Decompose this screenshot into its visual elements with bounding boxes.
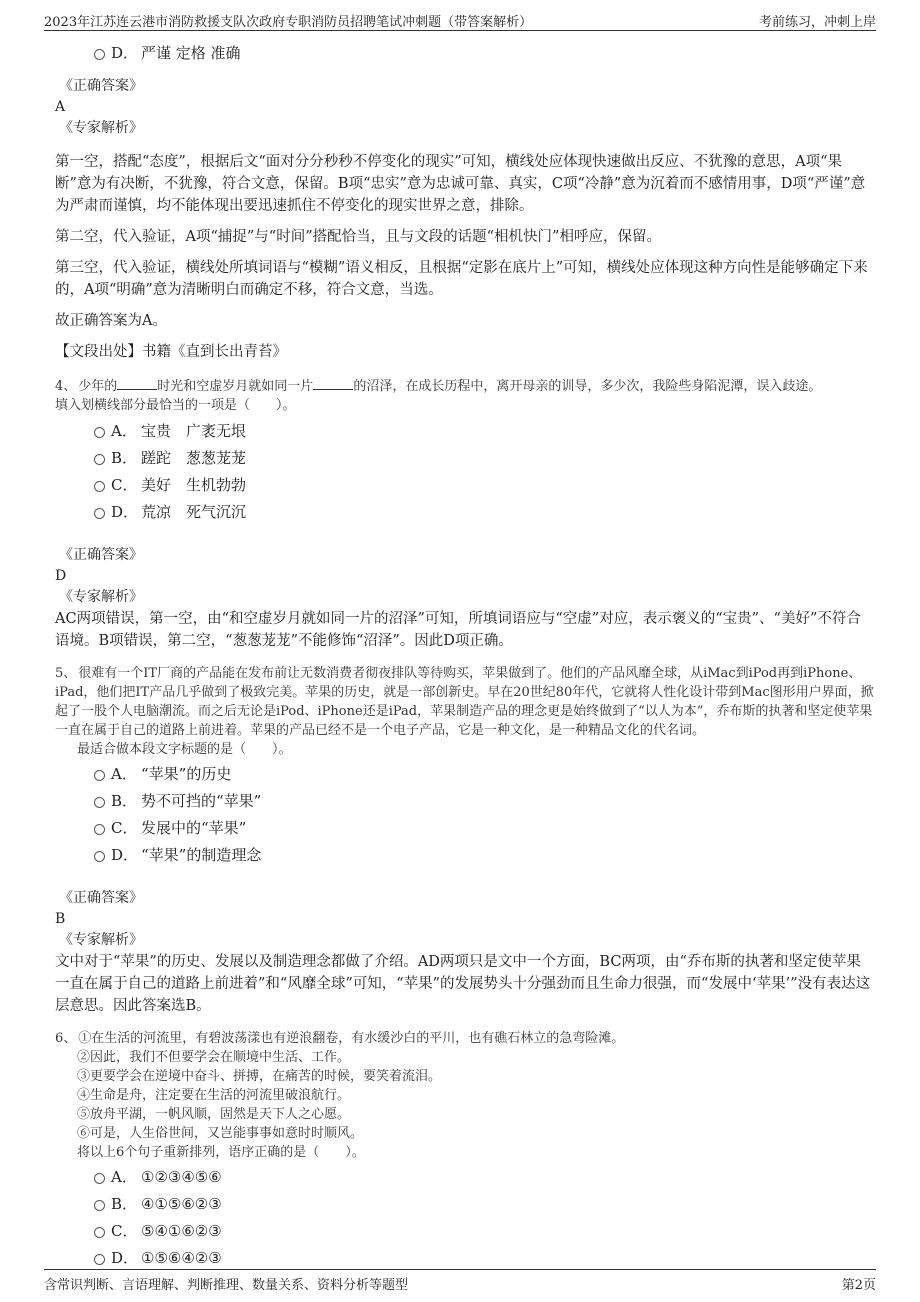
sentence-line: ②因此，我们不但要学会在顺境中生活、工作。 bbox=[77, 1050, 351, 1065]
header-slogan: 考前练习，冲刺上岸 bbox=[758, 15, 876, 30]
q5-option-b[interactable]: B． 势不可挡的“苹果” bbox=[55, 788, 875, 815]
sentence-line: ③更要学会在逆境中奋斗、拼搏，在痛苦的时候，要笑着流泪。 bbox=[77, 1069, 442, 1084]
radio-icon[interactable] bbox=[94, 49, 105, 60]
radio-icon[interactable] bbox=[94, 427, 105, 438]
question-4-prompt: 填入划横线部分最恰当的一项是（ ）。 bbox=[55, 398, 296, 413]
radio-icon[interactable] bbox=[94, 508, 105, 519]
fill-blank bbox=[117, 377, 157, 390]
radio-icon[interactable] bbox=[94, 1173, 105, 1184]
q6-option-a[interactable]: A． ①②③④⑤⑥ bbox=[55, 1164, 875, 1191]
q6-option-b[interactable]: B． ④①⑤⑥②③ bbox=[55, 1191, 875, 1218]
sentence-line: ⑤放舟平湖，一帆风顺，固然是天下人之心愿。 bbox=[77, 1107, 351, 1122]
question-5-prompt: 最适合做本段文字标题的是（ ）。 bbox=[77, 742, 292, 757]
question-6-prompt: 将以上6个句子重新排列，语序正确的是（ ）。 bbox=[77, 1145, 365, 1160]
header-title: 2023年江苏连云港市消防救援支队次政府专职消防员招聘笔试冲刺题（带答案解析） bbox=[44, 15, 533, 30]
radio-icon[interactable] bbox=[94, 454, 105, 465]
page-number: 第2页 bbox=[841, 1278, 876, 1293]
question-4-stem: 4、 少年的 时光和空虚岁月就如同一片 的沼泽，在成长历程中，离开母亲的训导，多少次，我险些身陷泥潭，误入歧途。 bbox=[55, 379, 822, 394]
analysis-label: 《专家解析》 bbox=[59, 932, 143, 948]
analysis-paragraph: AC两项错误，第一空，由“和空虚岁月就如同一片的沼泽”可知，所填词语应与“空虚”对应，表示褒义的“宝贵”、“美好”不符合语境。B项错误，第二空，“葱葱茏茏”不能修饰“沼泽”。因此D项正确。 bbox=[55, 611, 861, 649]
radio-icon[interactable] bbox=[94, 481, 105, 492]
analysis-label: 《专家解析》 bbox=[59, 120, 143, 136]
q4-option-d[interactable]: D． 荒凉 死气沉沉 bbox=[55, 499, 875, 526]
footer-topics: 含常识判断、言语理解、判断推理、数量关系、资料分析等题型 bbox=[44, 1278, 409, 1293]
radio-icon[interactable] bbox=[94, 770, 105, 781]
q5-option-c[interactable]: C． 发展中的“苹果” bbox=[55, 815, 875, 842]
answer-value: B bbox=[55, 911, 66, 927]
answer-value: A bbox=[55, 99, 66, 115]
answer-label: 《正确答案》 bbox=[59, 547, 143, 563]
answer-label: 《正确答案》 bbox=[59, 78, 143, 94]
answer-value: D bbox=[55, 568, 67, 584]
q6-option-c[interactable]: C． ⑤④①⑥②③ bbox=[55, 1218, 875, 1245]
q3-option-d[interactable]: D． 严谨 定格 准确 bbox=[55, 40, 875, 67]
page-header bbox=[44, 8, 876, 31]
radio-icon[interactable] bbox=[94, 1254, 105, 1265]
radio-icon[interactable] bbox=[94, 824, 105, 835]
analysis-paragraph: 第一空，搭配“态度”，根据后文“面对分分秒秒不停变化的现实”可知，横线处应体现快速做出反应、不犹豫的意思，A项“果断”意为有决断，不犹豫，符合文意，保留。B项“忠实”意为忠诚可靠、真实，C项“冷静”意为沉着而不感情用事，D项“严谨”意为严肃而谨慎，均不能体现出要迅速抓住不停变化的现实世界之意，排除。 bbox=[55, 154, 866, 214]
fill-blank bbox=[313, 377, 353, 390]
q5-option-d[interactable]: D． “苹果”的制造理念 bbox=[55, 842, 875, 869]
radio-icon[interactable] bbox=[94, 1227, 105, 1238]
radio-icon[interactable] bbox=[94, 1200, 105, 1211]
q4-option-c[interactable]: C． 美好 生机勃勃 bbox=[55, 472, 875, 499]
source-note: 【文段出处】书籍《直到长出青苔》 bbox=[55, 344, 287, 360]
analysis-paragraph: 第三空，代入验证，横线处所填词语与“模糊”语义相反，且根据“定影在底片上”可知，横线处应体现这种方向性是能够确定下来的，A项“明确”意为清晰明白而确定不移，符合文意，当选。 bbox=[55, 260, 868, 298]
radio-icon[interactable] bbox=[94, 797, 105, 808]
question-5-stem: 5、 很难有一个IT厂商的产品能在发布前让无数消费者彻夜排队等待购买，苹果做到了。他们的产品风靡全球，从iMac到iPod再到iPhone、iPad，他们把IT产品几乎做到了极致完美。苹果的历史，就是一部创新史。早在20世纪80年代，它就将人性化设计带到Mac图形用户界面，掀起了一股个人电脑潮流。而之后无论是iPod、iPhone还是iPad，苹果制造产品的理念更是始终做到了“以人为本”，乔布斯的执著和坚定使苹果一直在属于自己的道路上前进着。苹果的产品已经不是一个电子产品，它是一种文化，是一种精品文化的代名词。 bbox=[55, 666, 874, 738]
q4-option-a[interactable]: A． 宝贵 广袤无垠 bbox=[55, 418, 875, 445]
analysis-paragraph: 故正确答案为A。 bbox=[55, 313, 167, 329]
question-6-stem: 6、 ①在生活的河流里，有碧波荡漾也有逆浪翻卷，有水缓沙白的平川，也有礁石林立的急弯险滩。 bbox=[55, 1031, 625, 1046]
q5-option-a[interactable]: A． “苹果”的历史 bbox=[55, 761, 875, 788]
sentence-line: ④生命是舟，注定要在生活的河流里破浪航行。 bbox=[77, 1088, 351, 1103]
sentence-line: ⑥可是，人生俗世间，又岂能事事如意时时顺风。 bbox=[77, 1126, 364, 1141]
q4-option-b[interactable]: B． 蹉跎 葱葱茏茏 bbox=[55, 445, 875, 472]
page-footer bbox=[44, 1269, 876, 1294]
analysis-paragraph: 第二空，代入验证，A项“捕捉”与“时间”搭配恰当，且与文段的话题“相机快门”相呼应，保留。 bbox=[55, 229, 661, 245]
answer-label: 《正确答案》 bbox=[59, 890, 143, 906]
analysis-paragraph: 文中对于“苹果”的历史、发展以及制造理念都做了介绍。AD两项只是文中一个方面，BC两项，由“乔布斯的执著和坚定使苹果一直在属于自己的道路上前进着”和“风靡全球”可知，“苹果”的发展势头十分强劲而且生命力很强，而“发展中‘苹果’”没有表达这层意思。因此答案选B。 bbox=[55, 954, 871, 1014]
page-content bbox=[55, 40, 875, 1272]
analysis-label: 《专家解析》 bbox=[59, 589, 143, 605]
q6-option-d[interactable]: D． ①⑤⑥④②③ bbox=[55, 1245, 875, 1272]
radio-icon[interactable] bbox=[94, 851, 105, 862]
